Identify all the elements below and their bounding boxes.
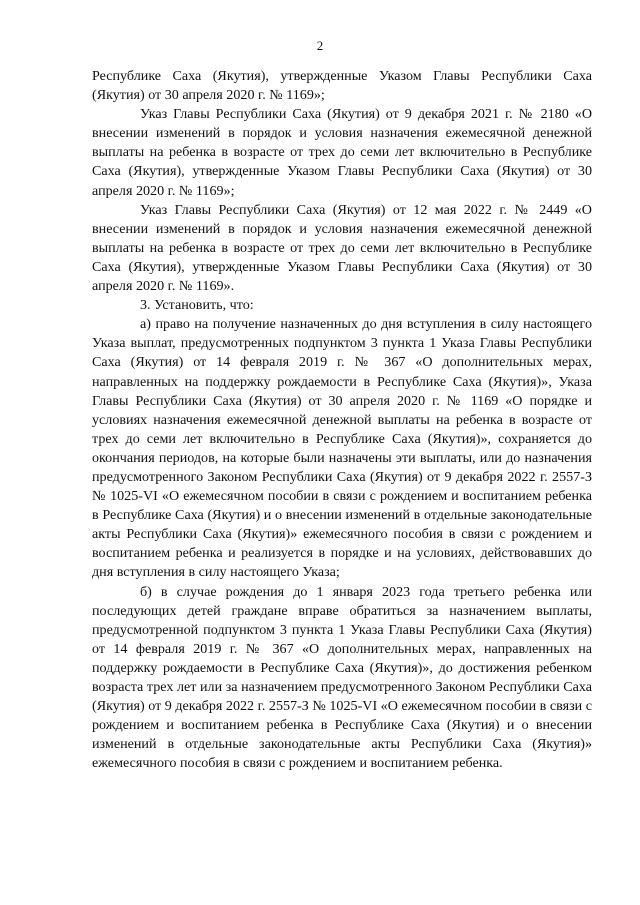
paragraph-continuation: Республике Саха (Якутия), утвержденные Указом Главы Республики Саха (Якутия) от 30 апреля 2020 г. № 1169»; xyxy=(92,68,592,104)
document-body xyxy=(92,67,592,773)
paragraph-decree-2449: Указ Главы Республики Саха (Якутия) от 12 мая 2022 г. № 2449 «О внесении изменений в порядок и условия назначения ежемесячной денежной выплаты на ребенка в возрасте от трех до семи лет включительно в Республике Саха (Якутия), утвержденные Указом Главы Республики Саха (Якутия) от 30 апреля 2020 г. № 1169». xyxy=(92,201,592,295)
page-number: 2 xyxy=(316,38,324,53)
paragraph-decree-2180: Указ Главы Республики Саха (Якутия) от 9 декабря 2021 г. № 2180 «О внесении изменений в порядок и условия назначения ежемесячной денежной выплаты на ребенка в возрасте от трех до семи лет включительно в Республике Саха (Якутия), утвержденные Указом Главы Республики Саха (Якутия) от 30 апреля 2020 г. № 1169»; xyxy=(92,106,592,199)
paragraph-subclause-b: б) в случае рождения до 1 января 2023 года третьего ребенка или последующих детей граждане вправе обратиться за назначением выплаты, предусмотренной подпунктом 3 пункта 1 Указа Главы Республики Саха (Якутия) от 14 февраля 2019 г. № 367 «О дополнительных мерах, направленных на поддержку рождаемости в Республике Саха (Якутия)», до достижения ребенком возраста трех лет или за назначением предусмотренного Законом Республики Саха (Якутия) от 9 декабря 2022 г. 2557-З № 1025-VI «О ежемесячном пособии в связи с рождением и воспитанием ребенка в Республике Саха (Якутия) и о внесении изменений в отдельные законодательные акты Республики Саха (Якутия)» ежемесячного пособия в связи с рождением и воспитанием ребенка. xyxy=(92,583,592,772)
paragraph-subclause-a: а) право на получение назначенных до дня вступления в силу настоящего Указа выплат, предусмотренных подпунктом 3 пункта 1 Указа Главы Республики Саха (Якутия) от 14 февраля 2019 г. № 367 «О дополнительных мерах, направленных на поддержку рождаемости в Республике Саха (Якутия)», Указа Главы Республики Саха (Якутия) от 30 апреля 2020 г. № 1169 «О порядке и условиях назначения ежемесячной денежной выплаты на ребенка в возрасте от трех до семи лет включительно в Республике Саха (Якутия)», сохраняется до окончания периодов, на которые были назначены эти выплаты, или до назначения предусмотренного Законом Республики Саха (Якутия) от 9 декабря 2022 г. 2557-З № 1025-VI «О ежемесячном пособии в связи с рождением и воспитанием ребенка в Республике Саха (Якутия) и о внесении изменений в отдельные законодательные акты Республики Саха (Якутия)» ежемесячного пособия в связи с рождением и воспитанием ребенка и реализуется в порядке и на условиях, действовавших до дня вступления в силу настоящего Указа; xyxy=(92,316,592,581)
paragraph-clause-3: 3. Установить, что: xyxy=(140,297,254,314)
